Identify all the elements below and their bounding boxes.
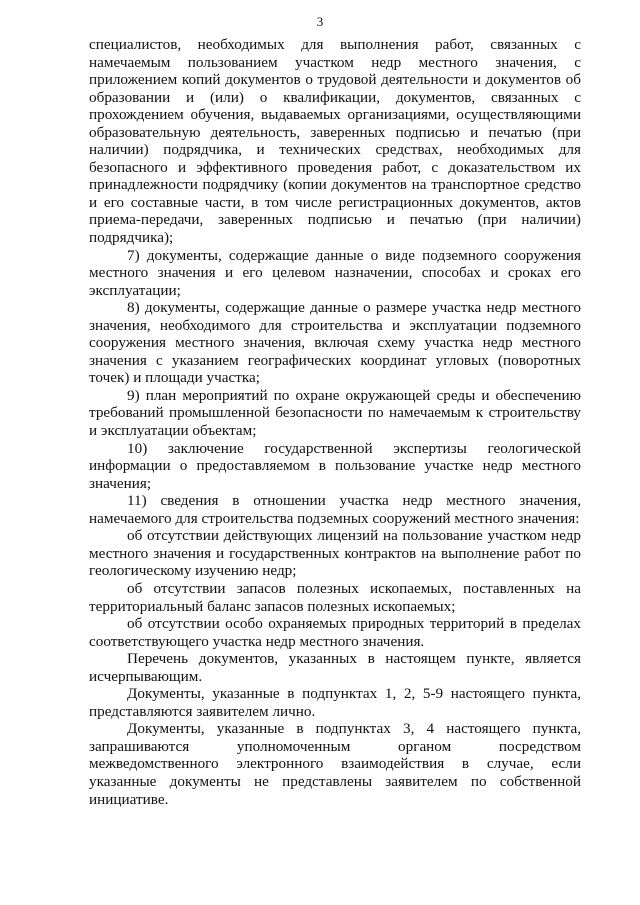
page-number: 3 xyxy=(316,14,324,29)
document-body xyxy=(89,36,581,808)
paragraph-continuation: специалистов, необходимых для выполнения работ, связанных с намечаемым пользованием участком недр местного значения, с приложением копий документов о трудовой деятельности и документов об образовании и (или) о квалификации, документов, связанных с прохождением обучения, выдаваемых организациями, осуществляющими образовательную деятельность, заверенных подписью и печатью (при наличии) подрядчика, и технических средствах, необходимых для безопасного и эффективного проведения работ, с доказательством их принадлежности подрядчику (копии документов на транспортное средство и его составные части, в том числе регистрационных документов, актов приема-передачи, заверенных подписью и печатью (при наличии) подрядчика); xyxy=(89,36,581,247)
paragraph-item-9: 9) план мероприятий по охране окружающей среды и обеспечению требований промышленной безопасности по намечаемым к строительству и эксплуатации объектам; xyxy=(89,386,581,440)
paragraph-no-licenses: об отсутствии действующих лицензий на пользование участком недр местного значения и государственных контрактов на выполнение работ по геологическому изучению недр; xyxy=(89,527,581,580)
paragraph-exhaustive-list: Перечень документов, указанных в настоящем пункте, является исчерпывающим. xyxy=(89,650,581,685)
paragraph-no-reserves: об отсутствии запасов полезных ископаемых, поставленных на территориальный баланс запасов полезных ископаемых; xyxy=(89,579,581,615)
paragraph-item-10: 10) заключение государственной экспертизы геологической информации о предоставляемом в пользование участке недр местного значения; xyxy=(89,439,581,492)
paragraph-item-7: 7) документы, содержащие данные о виде подземного сооружения местного значения и его целевом назначении, способах и сроках его эксплуатации; xyxy=(89,246,581,299)
paragraph-no-protected-areas: об отсутствии особо охраняемых природных территорий в пределах соответствующего участка недр местного значения. xyxy=(89,615,581,650)
paragraph-item-11: 11) сведения в отношении участка недр местного значения, намечаемого для строительства подземных сооружений местного значения: xyxy=(89,492,581,527)
paragraph-interagency-request: Документы, указанные в подпунктах 3, 4 настоящего пункта, запрашиваются уполномоченным органом посредством межведомственного электронного взаимодействия в случае, если указанные документы не представлены заявителем по собственной инициативе. xyxy=(89,720,581,808)
paragraph-submitted-personally: Документы, указанные в подпунктах 1, 2, 5-9 настоящего пункта, представляются заявителем лично. xyxy=(89,685,581,720)
paragraph-item-8: 8) документы, содержащие данные о размере участка недр местного значения, необходимого для строительства и эксплуатации подземного сооружения местного значения, включая схему участка недр местного значения с указанием географических координат угловых (поворотных точек) и площади участка; xyxy=(89,299,581,387)
